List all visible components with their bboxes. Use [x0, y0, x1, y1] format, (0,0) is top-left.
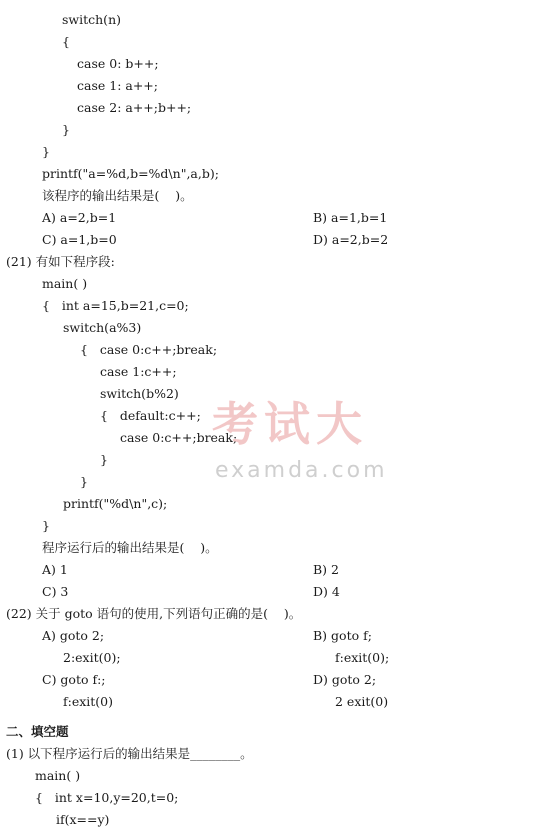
text-line: { default:c++;	[100, 408, 201, 423]
text-line: case 1:c++;	[100, 364, 177, 379]
text-line: 程序运行后的输出结果是( )。	[42, 540, 218, 555]
watermark-logo-text: 考试大	[212, 397, 368, 451]
text-line: D) 4	[313, 584, 340, 599]
text-line: {	[62, 34, 70, 49]
text-line: }	[62, 122, 70, 137]
text-line: A) goto 2;	[42, 628, 105, 643]
text-line: printf("%d\n",c);	[63, 496, 168, 511]
text-line: A) 1	[42, 562, 68, 577]
text-line: B) a=1,b=1	[313, 210, 388, 225]
text-line: }	[80, 474, 88, 489]
text-line: case 1: a++;	[77, 78, 158, 93]
text-line: 二、填空题	[6, 724, 69, 739]
text-line: A) a=2,b=1	[42, 210, 117, 225]
text-line: case 0:c++;break;	[120, 430, 238, 445]
text-line: if(x==y)	[56, 812, 110, 827]
text-line: }	[42, 518, 50, 533]
text-line: }	[42, 144, 50, 159]
text-line: C) 3	[42, 584, 69, 599]
text-line: D) a=2,b=2	[313, 232, 389, 247]
text-line: (1) 以下程序运行后的输出结果是________。	[6, 746, 253, 761]
text-line: 该程序的输出结果是( )。	[42, 188, 193, 203]
text-line: (21) 有如下程序段:	[6, 254, 115, 269]
text-line: C) a=1,b=0	[42, 232, 117, 247]
text-line: switch(n)	[62, 12, 121, 27]
text-line: f:exit(0);	[335, 650, 390, 665]
text-line: { int x=10,y=20,t=0;	[35, 790, 179, 805]
text-line: switch(a%3)	[63, 320, 142, 335]
text-line: 2 exit(0)	[335, 694, 389, 709]
text-line: C) goto f:;	[42, 672, 106, 687]
text-line: f:exit(0)	[63, 694, 114, 709]
text-line: printf("a=%d,b=%d\n",a,b);	[42, 166, 219, 181]
text-line: D) goto 2;	[313, 672, 377, 687]
text-line: switch(b%2)	[100, 386, 179, 401]
text-line: { case 0:c++;break;	[80, 342, 218, 357]
text-line: case 0: b++;	[77, 56, 159, 71]
text-line: 2:exit(0);	[63, 650, 121, 665]
text-line: B) goto f;	[313, 628, 372, 643]
text-line: (22) 关于 goto 语句的使用,下列语句正确的是( )。	[6, 606, 302, 621]
text-line: main( )	[35, 768, 81, 783]
watermark-url: examda.com	[215, 458, 388, 483]
text-line: case 2: a++;b++;	[77, 100, 192, 115]
text-line: B) 2	[313, 562, 339, 577]
text-line: main( )	[42, 276, 88, 291]
text-line: }	[100, 452, 108, 467]
text-line: { int a=15,b=21,c=0;	[42, 298, 189, 313]
